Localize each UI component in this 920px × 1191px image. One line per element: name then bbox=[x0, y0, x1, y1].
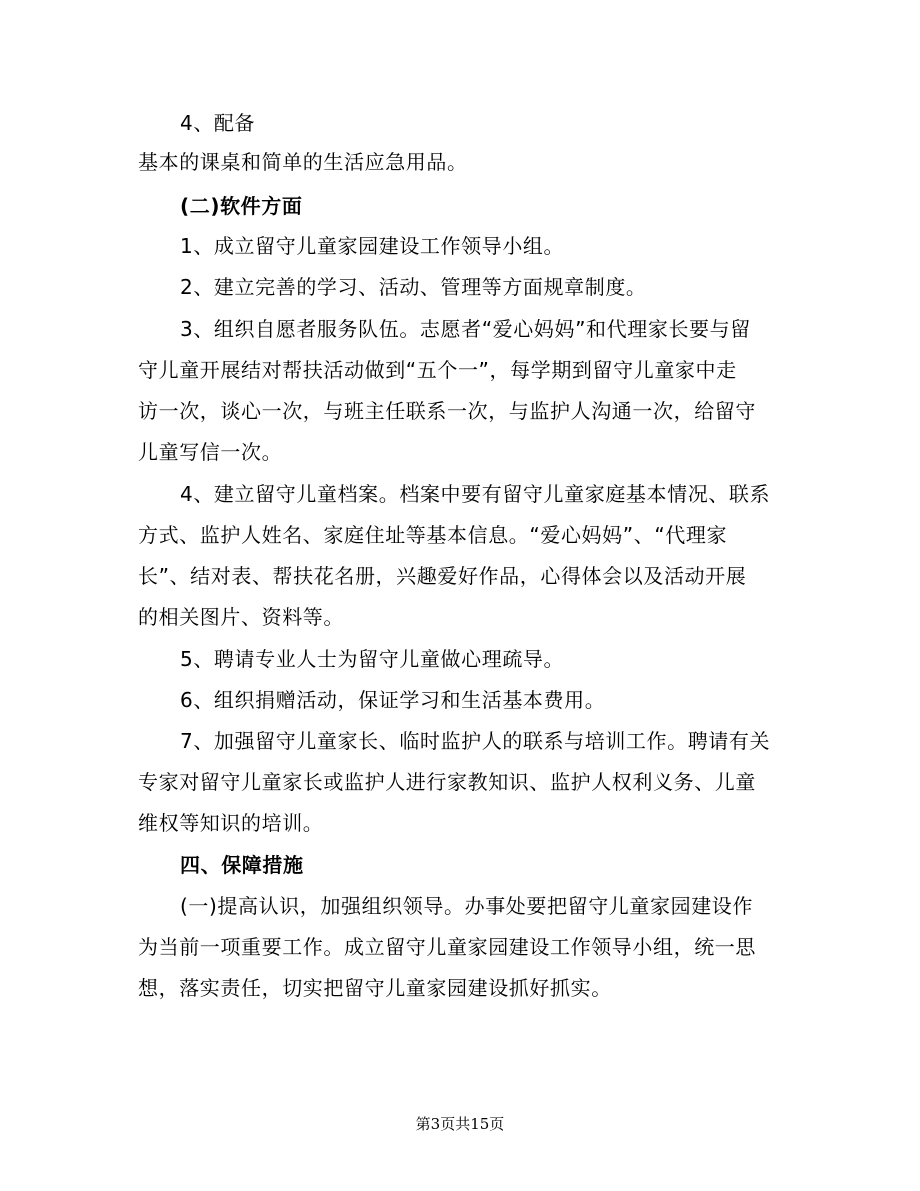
paragraph-line: 基本的课桌和简单的生活应急用品。 bbox=[138, 150, 468, 174]
section-heading-software: (二)软件方面 bbox=[180, 194, 303, 218]
paragraph-line: 专家对留守儿童家长或监护人进行家教知识、监护人权利义务、儿童 bbox=[138, 770, 756, 794]
list-item-5: 5、聘请专业人士为留守儿童做心理疏导。 bbox=[180, 647, 565, 671]
list-item-2: 2、建立完善的学习、活动、管理等方面规章制度。 bbox=[180, 275, 647, 299]
list-item-3: 3、组织自愿者服务队伍。志愿者“爱心妈妈”和代理家长要与留 bbox=[180, 317, 751, 341]
page-number-footer: 第3页共15页 bbox=[415, 1115, 505, 1133]
list-item-1: 1、成立留守儿童家园建设工作领导小组。 bbox=[180, 234, 565, 258]
paragraph-line: 长”、结对表、帮扶花名册，兴趣爱好作品，心得体会以及活动开展 bbox=[138, 564, 747, 588]
paragraph-line: 儿童写信一次。 bbox=[138, 440, 283, 464]
item-heading-4-equipment: 4、配备 bbox=[180, 111, 256, 135]
section-heading-safeguards: 四、保障措施 bbox=[180, 853, 304, 877]
paragraph-line: 维权等知识的培训。 bbox=[138, 811, 324, 835]
list-item-6: 6、组织捐赠活动，保证学习和生活基本费用。 bbox=[180, 688, 606, 712]
paragraph-line: 守儿童开展结对帮扶活动做到“五个一”，每学期到留守儿童家中走 bbox=[138, 358, 737, 382]
paragraph-line: 方式、监护人姓名、家庭住址等基本信息。“爱心妈妈”、“代理家 bbox=[138, 523, 728, 547]
paragraph-line: 为当前一项重要工作。成立留守儿童家园建设工作领导小组，统一思 bbox=[138, 935, 756, 959]
paragraph-line: 访一次，谈心一次，与班主任联系一次，与监护人沟通一次，给留守 bbox=[138, 399, 756, 423]
paragraph-line: 想，落实责任，切实把留守儿童家园建设抓好抓实。 bbox=[138, 976, 612, 1000]
paragraph-first-line: (一)提高认识，加强组织领导。办事处要把留守儿童家园建设作 bbox=[180, 894, 754, 918]
list-item-7: 7、加强留守儿童家长、临时监护人的联系与培训工作。聘请有关 bbox=[180, 729, 771, 753]
paragraph-line: 的相关图片、资料等。 bbox=[138, 605, 344, 629]
list-item-4: 4、建立留守儿童档案。档案中要有留守儿童家庭基本情况、联系 bbox=[180, 482, 771, 506]
